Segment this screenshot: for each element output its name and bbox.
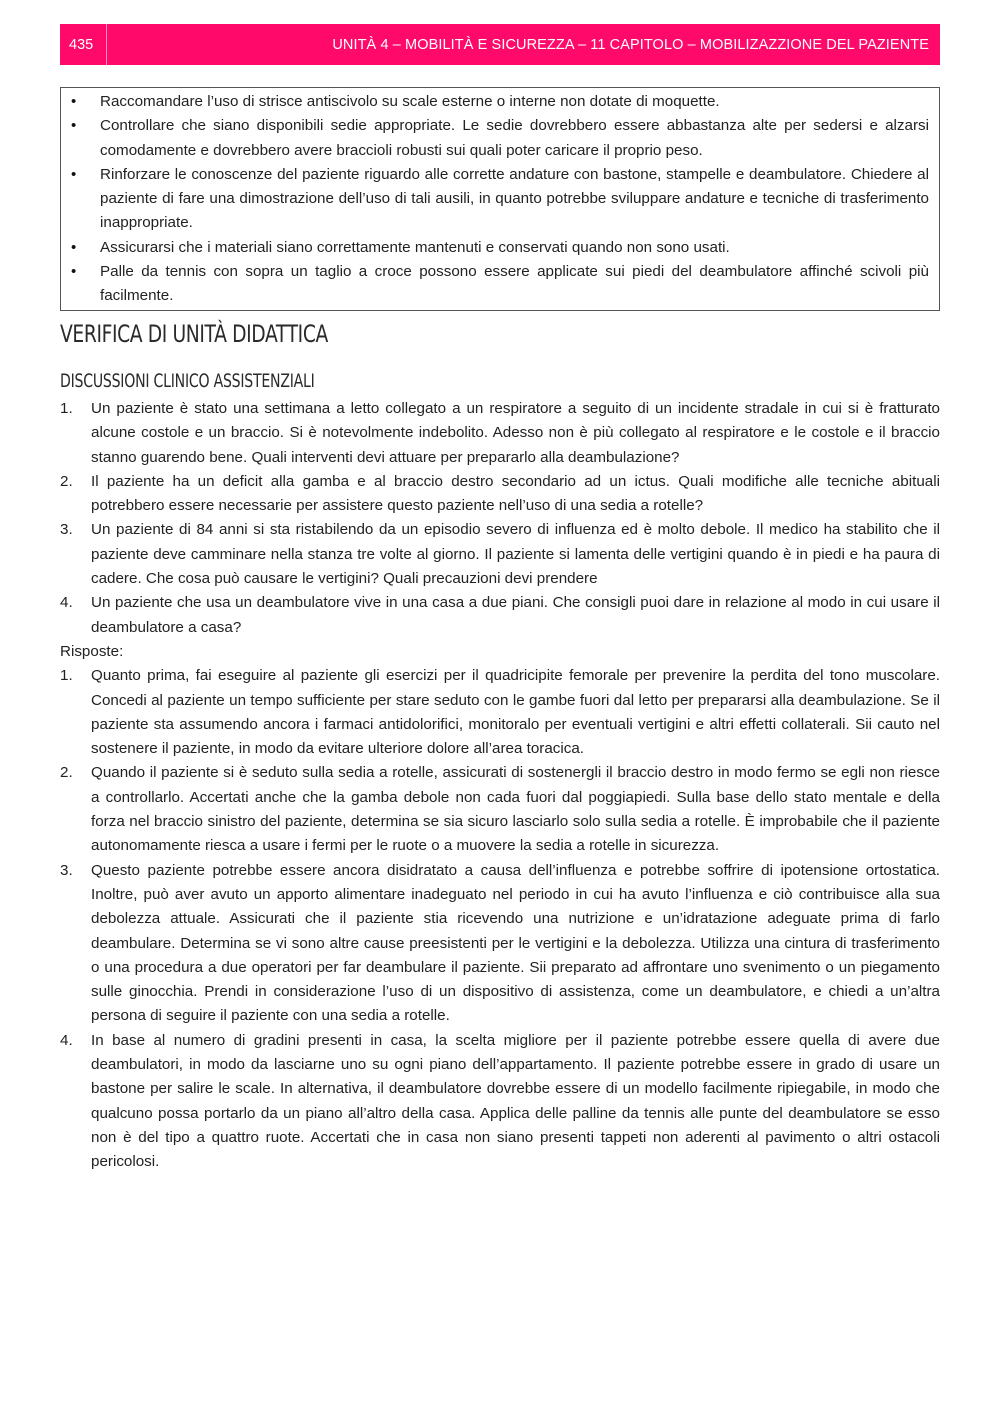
page-number: 435 bbox=[60, 24, 107, 65]
answer-number: 3. bbox=[60, 861, 73, 879]
question-number: 4. bbox=[60, 594, 73, 612]
content bbox=[60, 397, 940, 1175]
tip-item: • Palle da tennis con sopra un taglio a croce possono essere applicate sui piedi del deambulatore affinché scivoli più facilmente. bbox=[61, 260, 929, 309]
answer-text: Quanto prima, fai eseguire al paziente gli esercizi per il quadricipite femorale per prevenire la perdita del tono muscolare. Concedi al paziente un tempo sufficiente per stare seduto con le gambe fuori dal letto per prepararsi alla deambulazione. Se il paziente sta assumendo ancora i farmaci antidolorifici, monitoralo per eventuali vertigini e altri effetti collaterali. Sii cauto nel sostenere il paziente, in modo da evitare ulteriore dolore all’area toracica. bbox=[91, 667, 940, 758]
question-text: Un paziente di 84 anni si sta ristabilendo da un episodio severo di influenza ed è molto debole. Il medico ha stabilito che il paziente deve camminare nella stanza tre volte al giorno. Il paziente si lamenta delle vertigini quando è in piedi e ha paura di cadere. Che cosa può causare le vertigini? Quali precauzioni devi prendere bbox=[91, 521, 940, 588]
answer-text: In base al numero di gradini presenti in casa, la scelta migliore per il paziente potrebbe essere quella di avere due deambulatori, in modo da lasciarne uno su ogni piano dell’appartamento. Il paziente potrebbe essere in grado di usare un bastone per salire le scale. In alternativa, il deambulatore dovrebbe essere di un modello facilmente ripiegabile, in modo che qualcuno possa portarlo da un piano all’altro della casa. Applica delle palline da tennis alle punte del deambulatore se esso non è del tipo a quattro ruote. Accertati che in casa non siano presenti tappeti non aderenti al pavimento o altri ostacoli pericolosi. bbox=[91, 1031, 940, 1171]
question-item bbox=[60, 518, 940, 591]
subsection-title: DISCUSSIONI CLINICO ASSISTENZIALI bbox=[60, 370, 315, 392]
answer-text: Questo paziente potrebbe essere ancora disidratato a causa dell’influenza e potrebbe soffrire di ipotensione ortostatica. Inoltre, può aver avuto un apporto alimentare inadeguato nel periodo in cui ha avuto l’influenza e ciò contribuisce alla sua debolezza attuale. Assicurati che il paziente stia ricevendo una nutrizione e un’idratazione adeguate prima di farlo deambulare. Determina se vi sono altre cause preesistenti per le vertigini e la debolezza. Utilizza una cintura di trasferimento o una procedura a due operatori per far deambulare il paziente. Sii preparato ad affrontare uno svenimento o un piegamento sulle ginocchia. Prendi in considerazione l’uso di un dispositivo di assistenza, come un deambulatore, e chiedi a un’altra persona di seguire il paziente con una sedia a rotelle. bbox=[91, 861, 940, 1025]
answers-list bbox=[60, 664, 940, 1174]
question-item bbox=[60, 397, 940, 470]
answer-item bbox=[60, 1029, 940, 1175]
tip-item: • Raccomandare l’uso di strisce antiscivolo su scale esterne o interne non dotate di moquette. bbox=[61, 90, 929, 114]
answer-item bbox=[60, 664, 940, 761]
answer-item bbox=[60, 859, 940, 1029]
question-number: 1. bbox=[60, 400, 73, 417]
question-text: Il paziente ha un deficit alla gamba e al braccio destro secondario ad un ictus. Quali modifiche alle tecniche abituali potrebbero essere necessarie per assistere questo paziente nell’uso di una sedia a rotelle? bbox=[91, 472, 940, 515]
questions-list bbox=[60, 397, 940, 640]
question-text: Un paziente è stato una settimana a letto collegato a un respiratore a seguito di un incidente stradale in cui si è fratturato alcune costole e un braccio. Si è notevolmente indebolito. Adesso non è più collegato al respiratore e le costole e il braccio stanno guarendo bene. Quali interventi devi attuare per prepararlo alla deambulazione? bbox=[91, 400, 940, 466]
answer-number: 4. bbox=[60, 1031, 73, 1049]
tip-item: • Rinforzare le conoscenze del paziente riguardo alle corrette andature con bastone, stampelle e deambulatore. Chiedere al paziente di fare una dimostrazione dell’uso di tali ausili, in quanto potrebbe sviluppare andature e tecniche di trasferimento inappropriate. bbox=[61, 163, 929, 236]
tip-item: • Assicurarsi che i materiali siano correttamente mantenuti e conservati quando non sono usati. bbox=[61, 236, 929, 260]
tips-box bbox=[60, 87, 940, 311]
tips-list bbox=[61, 90, 929, 309]
question-item bbox=[60, 470, 940, 519]
page-header bbox=[60, 24, 940, 65]
section-title: VERIFICA DI UNITÀ DIDATTICA bbox=[60, 320, 328, 348]
tip-item: • Controllare che siano disponibili sedie appropriate. Le sedie dovrebbero essere abbastanza alte per sedersi e alzarsi comodamente e dovrebbero avere braccioli robusti sui quali poter caricare il proprio peso. bbox=[61, 114, 929, 163]
header-title: UNITÀ 4 – MOBILITÀ E SICUREZZA – 11 CAPITOLO – MOBILIZAZZIONE DEL PAZIENTE bbox=[332, 36, 929, 53]
question-item bbox=[60, 591, 940, 640]
question-number: 2. bbox=[60, 472, 73, 490]
answer-text: Quando il paziente si è seduto sulla sedia a rotelle, assicurati di sostenergli il braccio destro in modo fermo se egli non riesce a controllarlo. Accertati anche che la gamba debole non cada fuori dal poggiapiedi. Sulla base dello stato mentale e della forza nel braccio sinistro del paziente, determina se sia sicuro lasciarlo solo sulla sedia a rotelle. È improbabile che il paziente autonomamente riesca a usare i fermi per le ruote o a muovere la sedia a rotelle in sicurezza. bbox=[91, 764, 940, 855]
answer-item bbox=[60, 761, 940, 858]
question-number: 3. bbox=[60, 521, 73, 539]
answer-number: 2. bbox=[60, 764, 73, 782]
answers-label: Risposte: bbox=[60, 642, 124, 660]
answer-number: 1. bbox=[60, 667, 73, 685]
question-text: Un paziente che usa un deambulatore vive in una casa a due piani. Che consigli puoi dare in relazione al modo in cui usare il deambulatore a casa? bbox=[91, 594, 940, 636]
